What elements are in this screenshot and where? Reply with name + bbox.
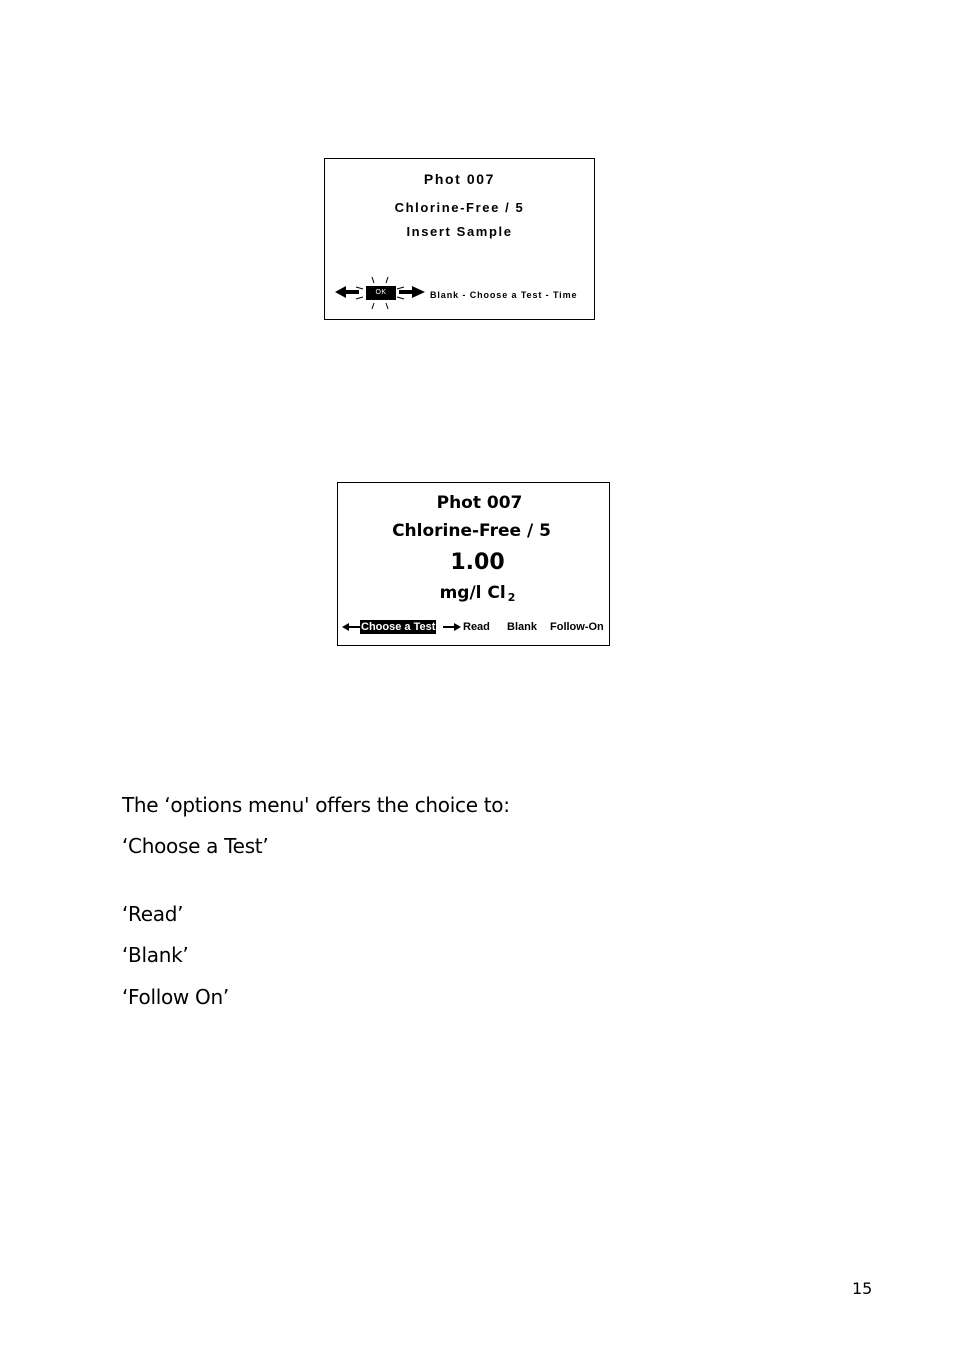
- screen1-test-name: Chlorine-Free / 5: [394, 200, 525, 215]
- screen1-instruction: Insert Sample: [406, 224, 513, 239]
- menu-option-follow-on: Follow-On: [550, 621, 604, 633]
- ok-key-label: OK: [375, 289, 387, 296]
- screen2-title: Phot 007: [436, 493, 523, 513]
- page-number: 15: [852, 1279, 873, 1298]
- arrow-right-icon: [443, 622, 461, 632]
- unit-subscript: 2: [507, 591, 516, 604]
- menu-option-blank: Blank: [507, 621, 537, 633]
- result-screen: [337, 482, 610, 646]
- screen1-title: Phot 007: [423, 171, 496, 187]
- menu-option-choose-a-test: Choose a Test: [361, 621, 436, 633]
- options-intro: The ‘options menu' offers the choice to:: [122, 793, 510, 817]
- screen1-options-menu: Blank - Choose a Test - Time: [430, 290, 578, 300]
- result-value: 1.00: [450, 550, 505, 575]
- screen2-test-name: Chlorine-Free / 5: [392, 521, 551, 541]
- ok-key-group: [333, 275, 427, 309]
- option-item-choose-a-test: ‘Choose a Test’: [122, 834, 269, 858]
- options-menu: [342, 620, 608, 634]
- menu-option-read: Read: [463, 621, 490, 633]
- option-item-read: ‘Read’: [122, 902, 184, 926]
- arrow-left-icon: [342, 622, 360, 632]
- unit-text: mg/l Cl: [439, 583, 506, 603]
- result-unit: [338, 583, 617, 604]
- insert-sample-screen: [324, 158, 595, 320]
- option-item-blank: ‘Blank’: [122, 943, 189, 967]
- option-item-follow-on: ‘Follow On’: [122, 985, 229, 1009]
